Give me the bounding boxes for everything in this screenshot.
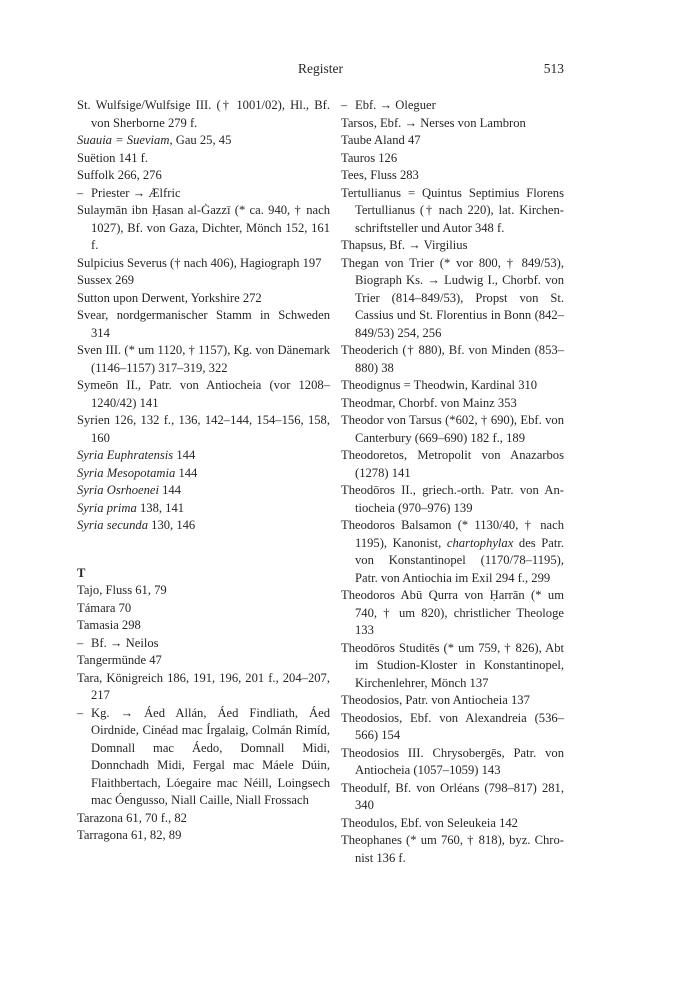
index-entry — [341, 640, 564, 693]
entry-text-segment: Tamasia 298 — [77, 618, 141, 632]
section-heading — [77, 565, 330, 583]
index-entry — [341, 342, 564, 377]
entry-text-segment: T — [77, 565, 86, 580]
entry-text-segment: Tara, Königreich 186, 191, 196, 201 f., 204–207, 217 — [77, 670, 330, 702]
entry-text-segment: Theodōros Studitēs (* um 759, † 826), Abt im Studion-Kloster in Konstantinopel, Kirchenlehrer, Mönch 137 — [341, 640, 564, 690]
entry-text-segment: Syrien 126, 132 f., 136, 142–144, 154–156, 158, 160 — [77, 413, 330, 445]
index-subentry — [341, 97, 564, 115]
entry-text-segment: Tangermünde 47 — [77, 653, 162, 667]
index-entry — [341, 167, 564, 185]
entry-text-segment: Ebf. → Oleguer — [355, 98, 436, 112]
index-entry — [341, 447, 564, 482]
entry-text-segment: Taube Aland 47 — [341, 133, 421, 147]
index-entry — [341, 692, 564, 710]
entry-text-segment: Támara 70 — [77, 600, 132, 615]
entry-text-segment: Suauia = Sueviam — [77, 133, 170, 147]
entry-text-segment: Tajo, Fluss 61, 79 — [77, 583, 167, 597]
entry-text-segment: Sussex 269 — [77, 273, 135, 287]
entry-text-segment: 144 — [158, 483, 182, 497]
entry-text-segment: Theoderich († 880), Bf. von Minden (853–880) 38 — [341, 343, 564, 375]
index-entry — [77, 582, 330, 600]
index-entry — [341, 185, 564, 238]
entry-text-segment: Syria secunda — [77, 518, 148, 532]
entry-text-segment: Thapsus, Bf. → Virgilius — [341, 238, 468, 252]
index-entry — [341, 132, 564, 150]
index-entry — [77, 167, 330, 185]
index-entry — [77, 202, 330, 255]
entry-text-segment: des Patr. von Konstantinopel (1170/78–1195), Patr. von Antiochia im Exil 294 f., 299 — [355, 535, 565, 585]
index-entry — [77, 412, 330, 447]
entry-text-segment: Theodoros Abū Qurra von Ḥarrān (* um 740, † um 820), christlicher Theologe 133 — [341, 588, 564, 637]
index-entry — [77, 617, 330, 635]
index-entry — [341, 587, 564, 640]
index-column-right — [341, 97, 564, 867]
index-entry — [341, 255, 564, 343]
entry-text-segment: Bf. → Neilos — [91, 635, 159, 650]
index-entry — [341, 150, 564, 168]
entry-text-segment: Syria Euphratensis — [77, 448, 174, 462]
entry-text-segment: Theodoretos, Metropolit von Anazarbos (1278) 141 — [341, 448, 564, 480]
entry-text-segment: Theophanes (* um 760, † 818), byz. Chronist 136 f. — [341, 833, 564, 865]
entry-text-segment: 144 — [175, 465, 198, 480]
index-entry — [341, 237, 564, 255]
index-entry — [77, 482, 330, 500]
entry-text-segment: 144 — [173, 448, 196, 462]
index-entry — [341, 780, 564, 815]
entry-text-segment: Syria Mesopotamia — [77, 465, 176, 480]
entry-text-segment: Theodosios III. Chrysobergēs, Patr. von Antiocheia (1057–1059) 143 — [341, 745, 564, 777]
index-entry — [341, 710, 564, 745]
entry-text-segment: Sulaymān ibn Ḥasan al-Ġazzī (* ca. 940, † nach 1027), Bf. von Gaza, Dichter, Mönch 152, 161 f. — [77, 203, 330, 252]
entry-text-segment: 138, 141 — [136, 500, 185, 515]
subentry-dash: – — [341, 98, 348, 112]
entry-text-segment: Tauros 126 — [341, 150, 398, 165]
entry-text-segment: Sven III. (* um 1120, † 1157), Kg. von Dänemark (1146–1157) 317–319, 322 — [77, 343, 330, 375]
index-entry — [77, 500, 330, 518]
entry-text-segment: Theodoros Balsamon (* 1130/40, † nach 1195), Kanonist, — [341, 518, 564, 550]
subentry-dash: – — [77, 635, 84, 650]
entry-text-segment: Syria Osrhoenei — [77, 483, 159, 497]
index-columns — [77, 97, 564, 867]
entry-text-segment: Priester → Ælfric — [91, 185, 181, 200]
page-number: 513 — [543, 61, 564, 76]
index-entry — [77, 307, 330, 342]
index-entry — [77, 600, 330, 618]
entry-text-segment: Theodosios, Ebf. von Alexandreia (536–566) 154 — [341, 710, 564, 742]
entry-text-segment: Symeōn II., Patr. von Antiocheia (vor 1208–1240/42) 141 — [77, 378, 330, 410]
entry-text-segment: Thegan von Trier (* vor 800, † 849/53), Biograph Ks. → Ludwig I., Chorbf. von Trier (814–849/53), Propst von St. Cassius und St. Florentius in Bonn (842–849/53) 254, 256 — [341, 255, 564, 340]
index-entry — [77, 342, 330, 377]
index-entry — [77, 377, 330, 412]
entry-text-segment: Tarazona 61, 70 f., 82 — [77, 810, 187, 825]
index-entry — [77, 670, 330, 705]
index-entry — [341, 412, 564, 447]
entry-text-segment: 130, 146 — [148, 518, 196, 532]
section-gap — [77, 535, 330, 565]
index-entry — [341, 745, 564, 780]
index-entry — [77, 97, 330, 132]
index-entry — [77, 810, 330, 828]
index-subentry — [77, 185, 330, 203]
entry-text-segment: Tees, Fluss 283 — [341, 168, 419, 182]
subentry-dash: – — [77, 185, 84, 200]
index-entry — [77, 517, 330, 535]
index-entry — [341, 395, 564, 413]
index-entry — [77, 150, 330, 168]
entry-text-segment: St. Wulfsige/Wulfsige III. († 1001/02), Hl., Bf. von Sherborne 279 f. — [77, 98, 330, 130]
entry-text-segment: Kg. → Áed Allán, Áed Findliath, Áed Oirdnide, Cinéad mac Írgalaig, Colmán Rimíd, Domnall mac Áedo, Domnall Midi, Donnchadh Midi, Fergal mac Máele Dúin, Flaithbertach, Lóegaire mac Néill, Loingsech mac Óengusso, Niall Caille, Niall Frossach — [91, 705, 330, 807]
index-entry — [341, 377, 564, 395]
entry-text-segment: Suëtion 141 f. — [77, 150, 149, 165]
index-subentry — [77, 705, 330, 810]
entry-text-segment: Theodignus = Theodwin, Kardinal 310 — [341, 378, 538, 392]
entry-text-segment: Theodōros II., griech.-orth. Patr. von Antiocheia (970–976) 139 — [341, 483, 564, 515]
entry-text-segment: Tarsos, Ebf. → Nerses von Lambron — [341, 115, 526, 130]
entry-text-segment: Tertullianus = Quintus Septimius Florens Tertullianus († nach 220), lat. Kirchenschriftsteller und Autor 348 f. — [341, 185, 564, 235]
index-entry — [341, 482, 564, 517]
index-subentry — [77, 635, 330, 653]
entry-text-segment: Sulpicius Severus († nach 406), Hagiograph 197 — [77, 255, 322, 270]
index-entry — [77, 255, 330, 273]
entry-text-segment: Suffolk 266, 276 — [77, 168, 162, 182]
index-entry — [341, 832, 564, 867]
entry-text-segment: Syria prima — [77, 500, 137, 515]
index-entry — [77, 652, 330, 670]
index-entry — [341, 115, 564, 133]
index-entry — [341, 815, 564, 833]
index-entry — [341, 517, 564, 587]
entry-text-segment: Theodulos, Ebf. von Seleukeia 142 — [341, 815, 518, 830]
index-entry — [77, 465, 330, 483]
entry-text-segment: Theodulf, Bf. von Orléans (798–817) 281, 340 — [341, 780, 564, 812]
entry-text-segment: Sutton upon Derwent, Yorkshire 272 — [77, 290, 262, 305]
page-header — [77, 60, 564, 77]
page-content — [77, 60, 564, 867]
entry-text-segment: Theodmar, Chorbf. von Mainz 353 — [341, 395, 517, 410]
index-entry — [77, 272, 330, 290]
subentry-dash: – — [77, 705, 84, 720]
entry-text-segment: chartophylax — [446, 535, 514, 550]
index-entry — [77, 132, 330, 150]
index-entry — [77, 290, 330, 308]
index-entry — [77, 827, 330, 845]
index-entry — [77, 447, 330, 465]
entry-text-segment: Theodor von Tarsus (*602, † 690), Ebf. von Canterbury (669–690) 182 f., 189 — [341, 413, 564, 445]
entry-text-segment: Theodosios, Patr. von Antiocheia 137 — [341, 693, 530, 707]
entry-text-segment: Tarragona 61, 82, 89 — [77, 828, 182, 842]
entry-text-segment: , Gau 25, 45 — [169, 133, 232, 147]
index-column-left — [77, 97, 330, 845]
running-title: Register — [298, 61, 343, 76]
entry-text-segment: Svear, nordgermanischer Stamm in Schweden 314 — [77, 308, 330, 340]
